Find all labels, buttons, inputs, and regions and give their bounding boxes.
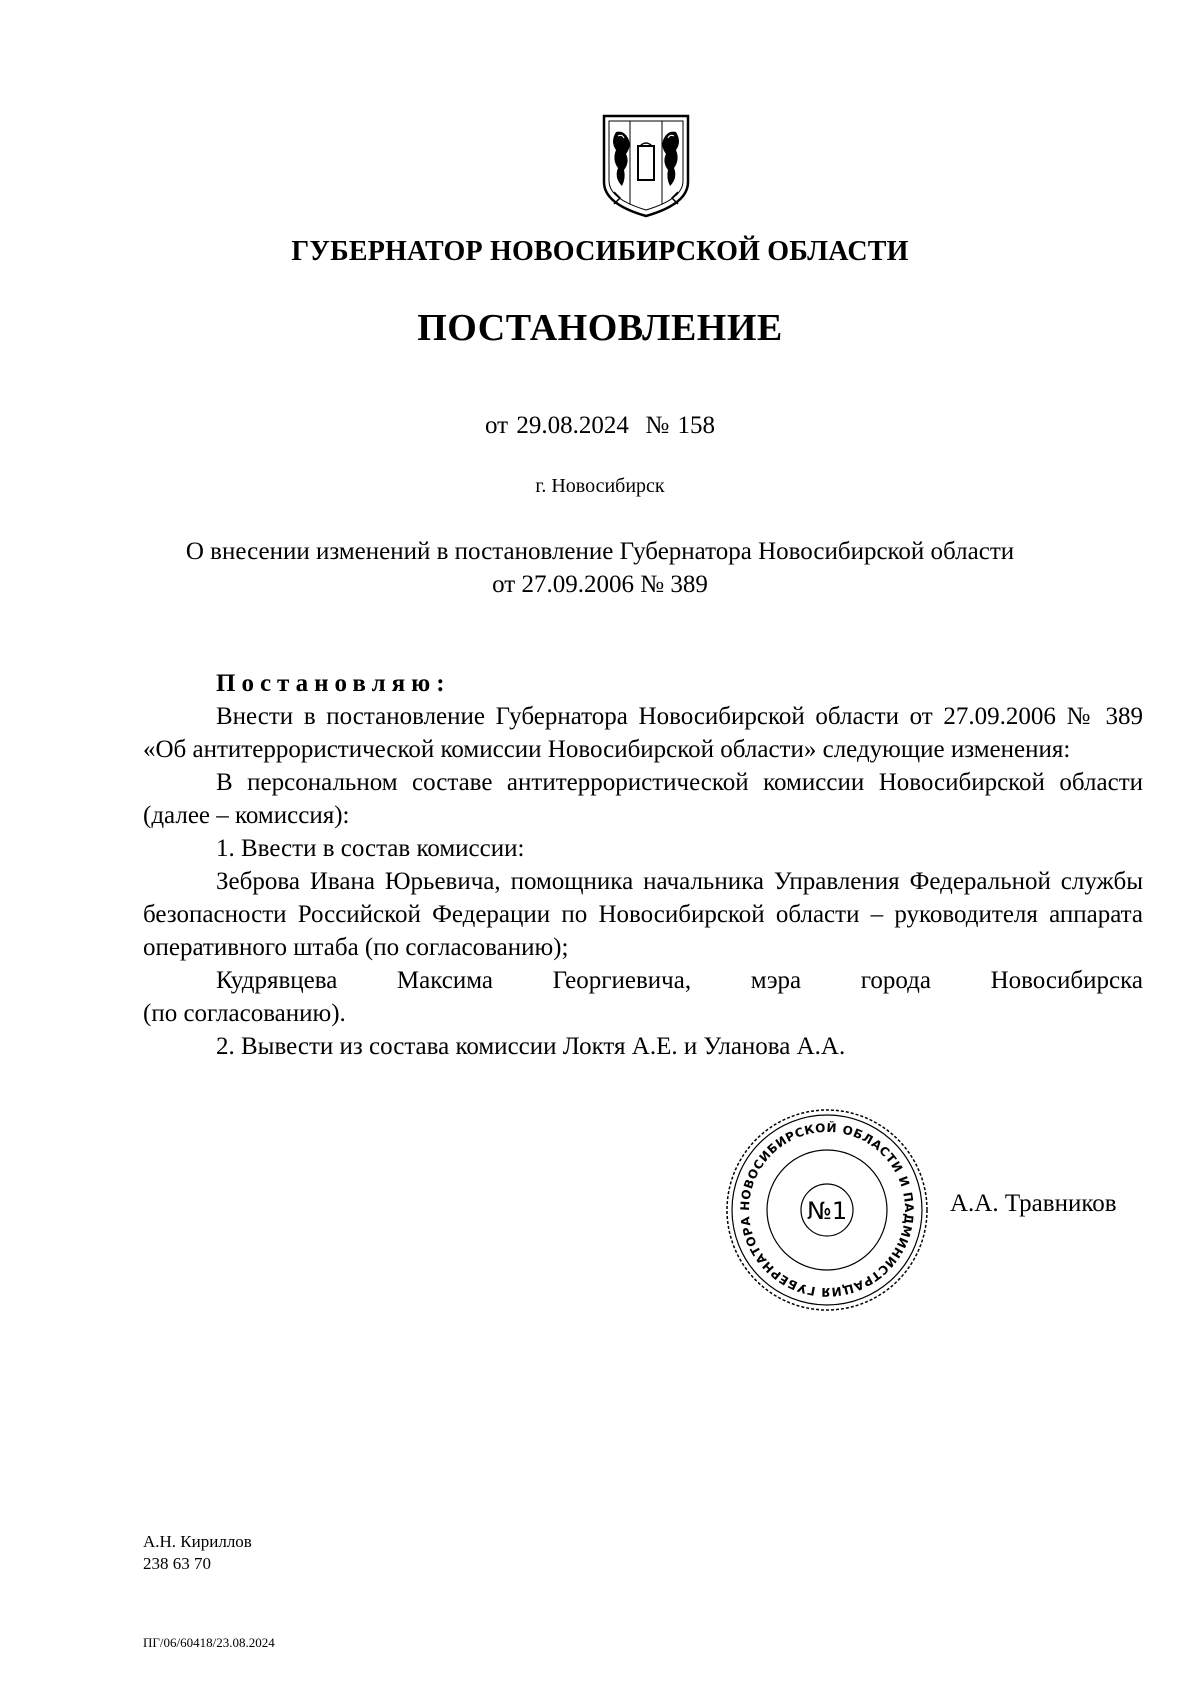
list-item-2: 2. Вывести из состава комиссии Локтя А.Е. и Уланова А.А. bbox=[216, 1033, 846, 1060]
coat-of-arms-emblem bbox=[600, 112, 692, 220]
executor-name: А.Н. Кириллов bbox=[143, 1532, 252, 1551]
word: Кудрявцева bbox=[216, 967, 338, 994]
document-subject bbox=[0, 535, 1200, 601]
organization-title: ГУБЕРНАТОР НОВОСИБИРСКОЙ ОБЛАСТИ bbox=[291, 236, 909, 267]
body-paragraph-3: Зеброва Ивана Юрьевича, помощника начальника Управления Федеральной службы безопасности Российской Федерации по Новосибирской области – руководителя аппарата оперативного штаба (по согласованию); bbox=[143, 868, 1143, 961]
document-date-number: от 29.08.2024 № 158 bbox=[485, 412, 715, 439]
document-reference: ПГ/06/60418/23.08.2024 bbox=[143, 1635, 275, 1650]
word: Новосибирска bbox=[990, 967, 1143, 994]
subject-line-2: от 27.09.2006 № 389 bbox=[492, 571, 708, 598]
decree-heading: Постановляю: bbox=[216, 670, 451, 697]
body-paragraph-4-line-2: (по согласованию). bbox=[143, 1000, 346, 1027]
document-city: г. Новосибирск bbox=[535, 475, 665, 497]
word: города bbox=[860, 967, 931, 994]
body-paragraph-2: В персональном составе антитеррористической комиссии Новосибирской области (далее – комиссия): bbox=[143, 769, 1143, 829]
seal-text: АДМИНИСТРАЦИЯ ГУБЕРНАТОРА НОВОСИБИРСКОЙ ОБЛАСТИ И ПРАВИТЕЛЬСТВА bbox=[737, 1120, 917, 1300]
list-item-1: 1. Ввести в состав комиссии: bbox=[216, 835, 525, 862]
executor-info bbox=[143, 1531, 252, 1575]
subject-line-1: О внесении изменений в постановление Губернатора Новосибирской области bbox=[185, 538, 1015, 565]
seal-number: №1 bbox=[806, 1197, 848, 1225]
signer-name: А.А. Травников bbox=[950, 1190, 1117, 1217]
body-paragraph-4-line-1 bbox=[143, 964, 1143, 997]
word: мэра bbox=[750, 967, 802, 994]
word: Георгиевича, bbox=[552, 967, 692, 994]
document-body bbox=[143, 667, 1143, 1063]
body-paragraph-1: Внести в постановление Губернатора Новосибирской области от 27.09.2006 № 389 «Об антитеррористической комиссии Новосибирской области» следующие изменения: bbox=[143, 703, 1143, 763]
word: Максима bbox=[396, 967, 493, 994]
document-type-title: ПОСТАНОВЛЕНИЕ bbox=[417, 307, 783, 349]
executor-phone: 238 63 70 bbox=[143, 1554, 211, 1573]
official-seal bbox=[722, 1105, 932, 1315]
